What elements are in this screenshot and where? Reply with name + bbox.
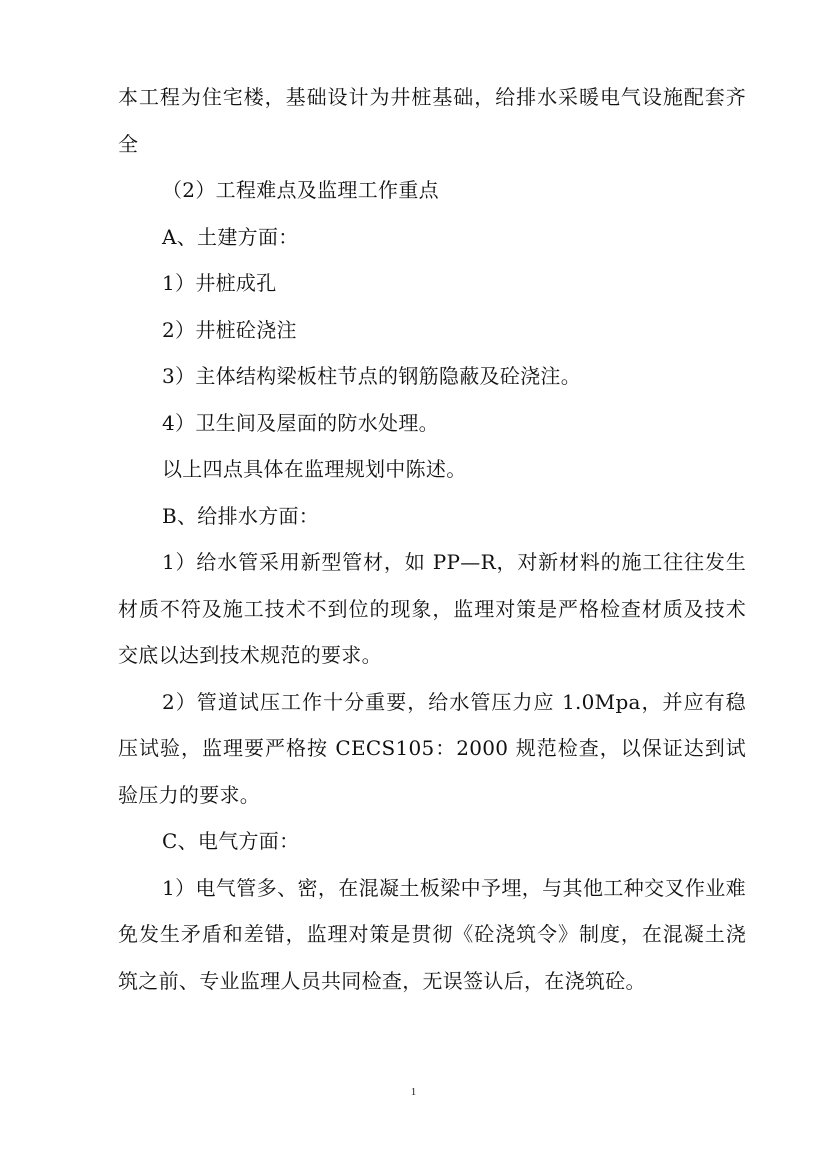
paragraph-project-summary: 本工程为住宅楼，基础设计为井桩基础，给排水采暖电气设施配套齐全 xyxy=(118,85,746,156)
paragraph-difficulties-heading: （2）工程难点及监理工作重点 xyxy=(162,178,439,202)
paragraph-civil-item-4: 4）卫生间及屋面的防水处理。 xyxy=(162,410,439,435)
paragraph-civil-summary: 以上四点具体在监理规划中陈述。 xyxy=(162,457,467,481)
paragraph-electrical-heading: C、电气方面： xyxy=(162,829,300,853)
document-body xyxy=(118,74,746,1004)
paragraph-civil-item-3: 3）主体结构梁板柱节点的钢筋隐蔽及砼浇注。 xyxy=(162,364,582,388)
paragraph-civil-item-2: 2）井桩砼浇注 xyxy=(162,317,297,342)
page-number: 1 xyxy=(410,1086,417,1098)
paragraph-civil-item-1: 1）井桩成孔 xyxy=(162,271,277,295)
paragraph-plumbing-item-2: 2）管道试压工作十分重要，给水管压力应 1.0Mpa，并应有稳压试验，监理要严格按 CECS105：2000 规范检查，以保证达到试验压力的要求。 xyxy=(118,689,746,807)
paragraph-electrical-item-1: 1）电气管多、密，在混凝土板梁中予埋，与其他工种交叉作业难免发生矛盾和差错，监理对策是贯彻《砼浇筑令》制度，在混凝土浇筑之前、专业监理人员共同检查，无误签认后，在浇筑砼。 xyxy=(118,875,746,993)
paragraph-civil-heading: A、土建方面： xyxy=(162,224,299,249)
paragraph-plumbing-heading: B、给排水方面： xyxy=(162,503,320,528)
paragraph-plumbing-item-1: 1）给水管采用新型管材，如 PP—R，对新材料的施工往往发生材质不符及施工技术不到位的现象，监理对策是严格检查材质及技术交底以达到技术规范的要求。 xyxy=(118,550,746,667)
